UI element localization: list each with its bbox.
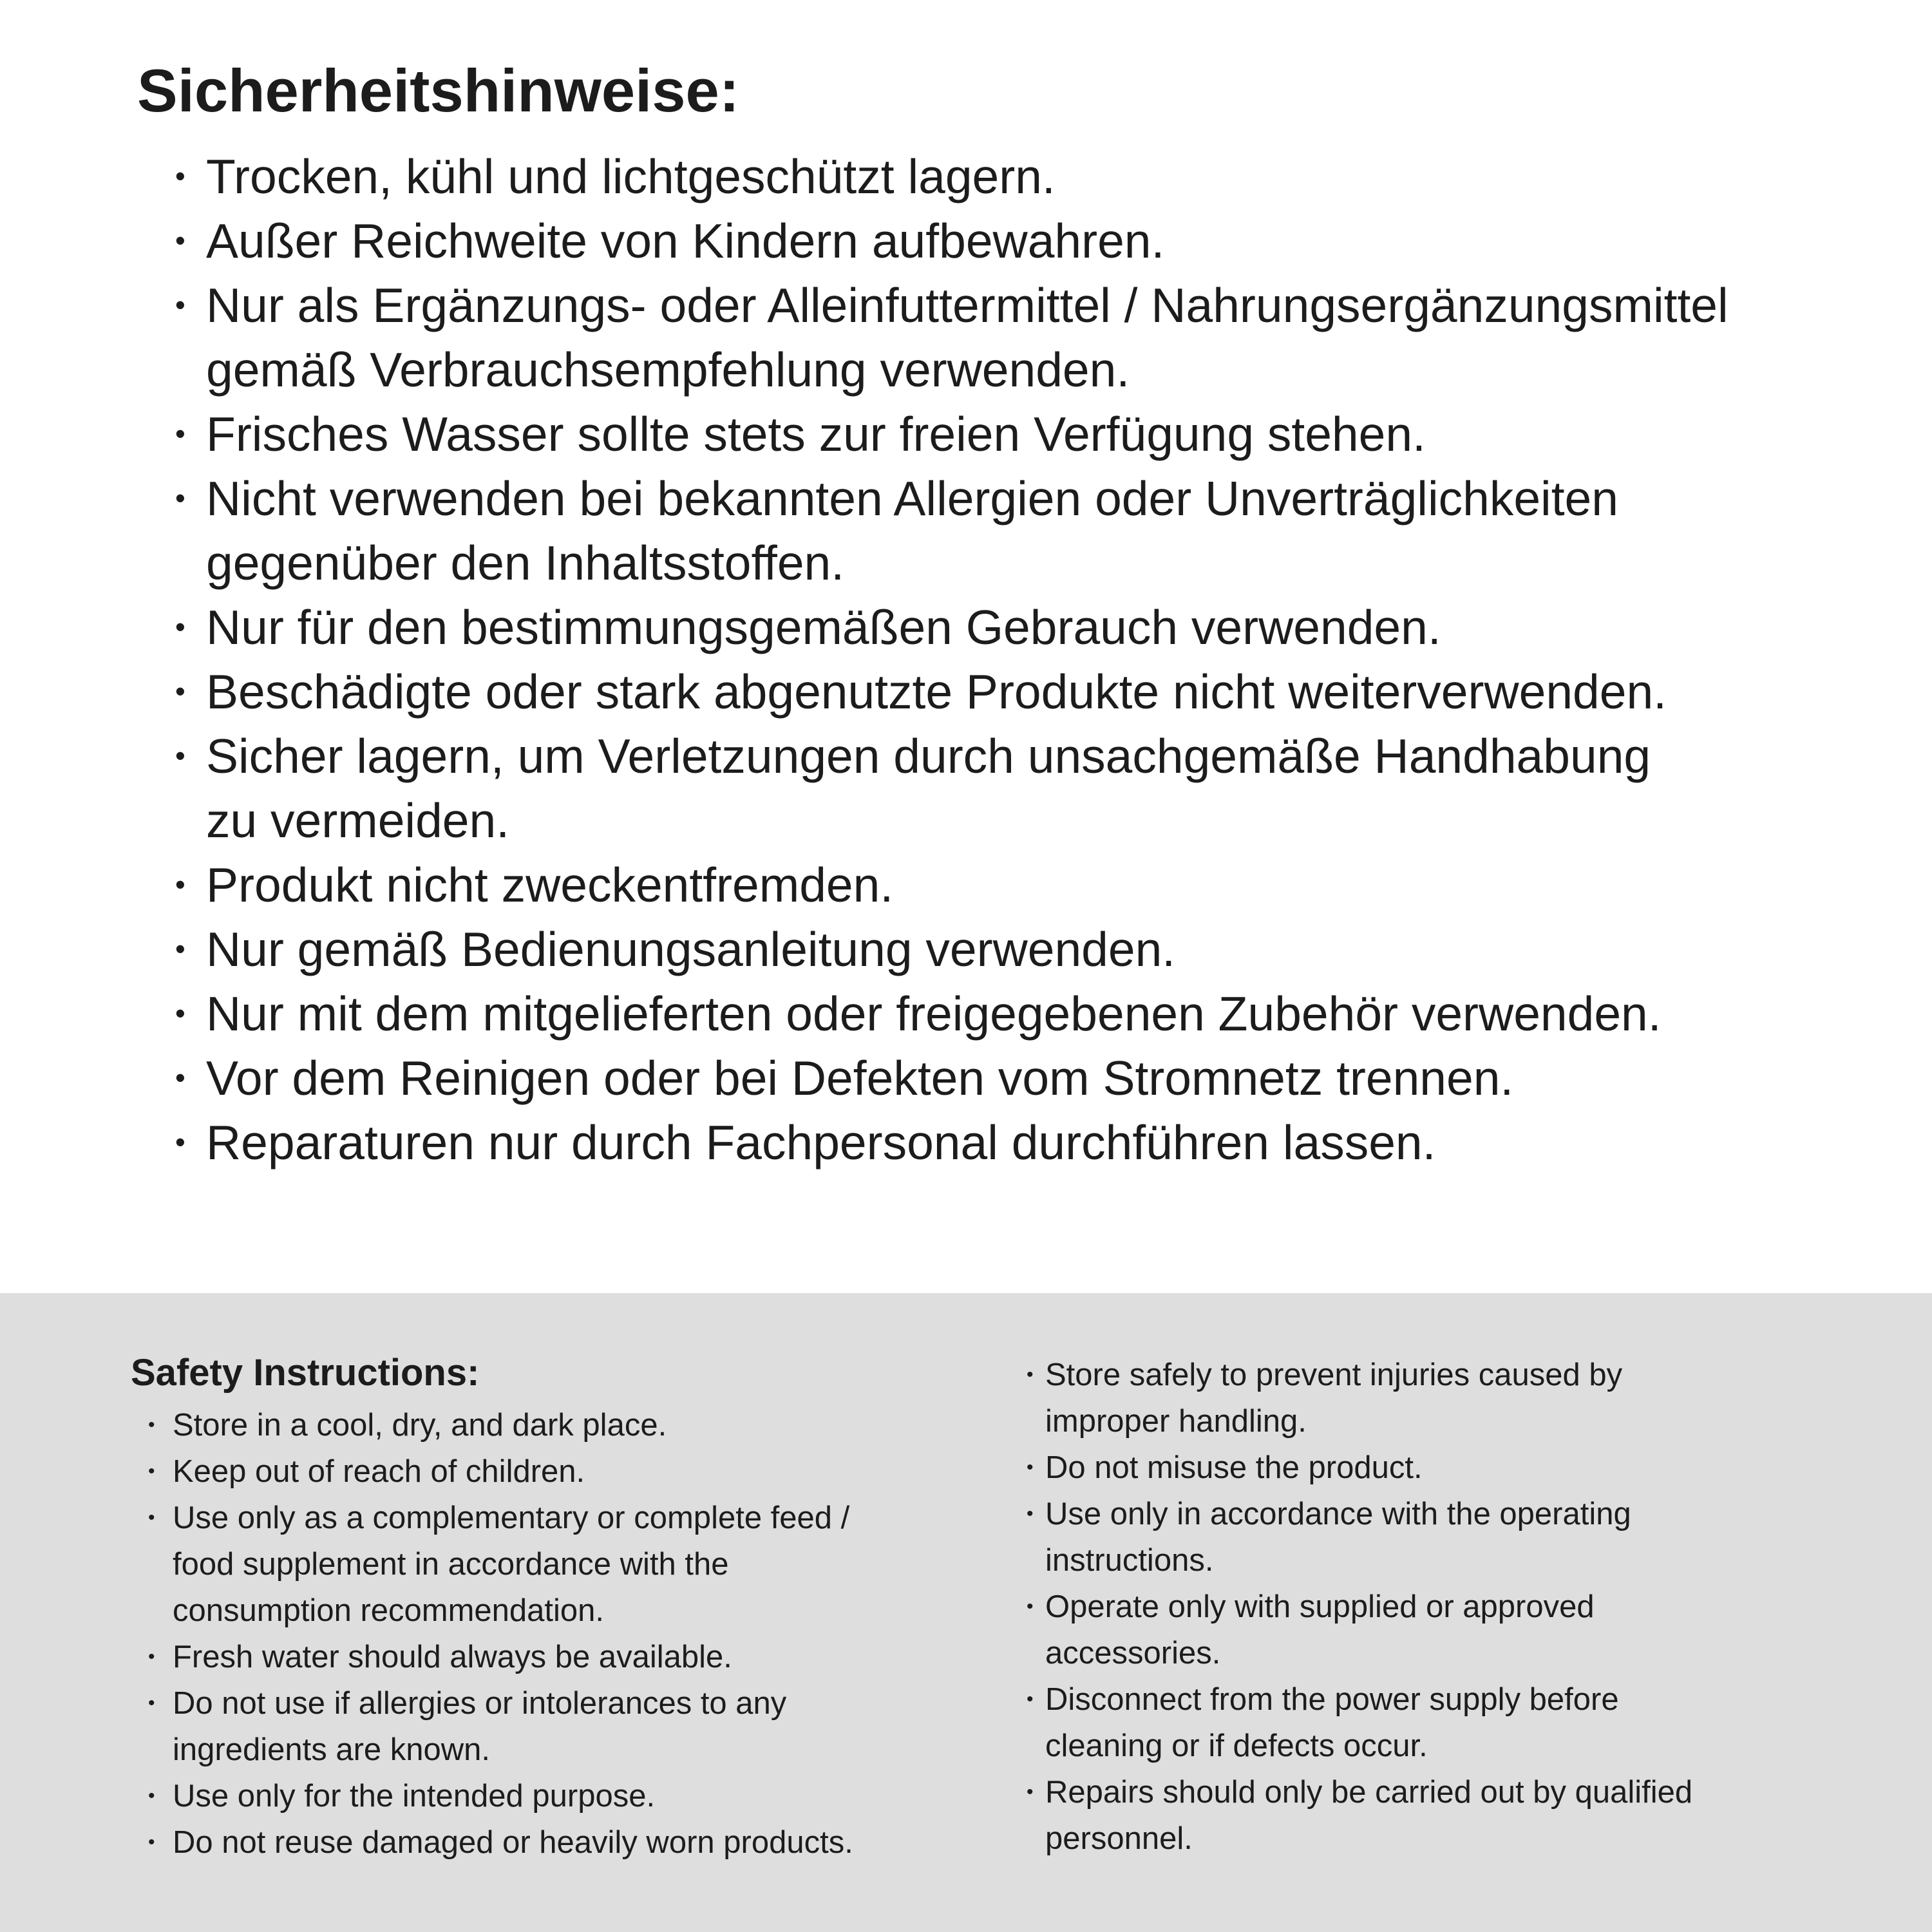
list-item-line: Use only in accordance with the operating	[1045, 1497, 1631, 1531]
german-safety-list	[173, 144, 1728, 1175]
list-item-line: Do not use if allergies or intolerances to any	[173, 1686, 787, 1721]
list-item-line: Nur mit dem mitgelieferten oder freigegebenen Zubehör verwenden.	[206, 987, 1662, 1041]
list-item-line: improper handling.	[1045, 1404, 1307, 1439]
bullet-icon: •	[1027, 1689, 1034, 1710]
list-item	[173, 466, 1728, 595]
list-item	[173, 1110, 1728, 1175]
list-item	[1027, 1676, 1692, 1769]
bullet-icon: •	[175, 997, 185, 1030]
list-item-line: Use only as a complementary or complete feed /	[173, 1501, 850, 1535]
list-item-line: Beschädigte oder stark abgenutzte Produkte nicht weiterverwenden.	[206, 665, 1667, 719]
bullet-icon: •	[175, 482, 185, 515]
list-item-line: Nur gemäß Bedienungsanleitung verwenden.	[206, 922, 1176, 976]
list-item	[173, 853, 1728, 917]
list-item	[173, 981, 1728, 1046]
list-item-line: personnel.	[1045, 1821, 1193, 1856]
list-item-line: food supplement in accordance with the	[173, 1547, 729, 1582]
english-safety-list-right	[1027, 1352, 1692, 1862]
list-item-line: Außer Reichweite von Kindern aufbewahren.	[206, 214, 1165, 268]
bullet-icon: •	[175, 933, 185, 965]
list-item	[148, 1402, 853, 1448]
bullet-icon: •	[1027, 1503, 1034, 1524]
bullet-icon: •	[148, 1414, 155, 1435]
bullet-icon: •	[175, 289, 185, 321]
list-item	[173, 209, 1728, 273]
list-item-line: Produkt nicht zweckentfremden.	[206, 858, 894, 912]
list-item-line: cleaning or if defects occur.	[1045, 1728, 1428, 1763]
list-item	[148, 1634, 853, 1680]
list-item-line: Nicht verwenden bei bekannten Allergien oder Unverträglichkeiten	[206, 471, 1618, 526]
list-item	[173, 1046, 1728, 1110]
list-item	[1027, 1352, 1692, 1444]
list-item-line: Do not misuse the product.	[1045, 1450, 1423, 1485]
bullet-icon: •	[175, 739, 185, 772]
list-item	[1027, 1584, 1692, 1676]
list-item	[148, 1680, 853, 1773]
bullet-icon: •	[175, 1126, 185, 1159]
list-item-line: gemäß Verbrauchsempfehlung verwenden.	[206, 343, 1130, 397]
list-item-line: Trocken, kühl und lichtgeschützt lagern.	[206, 149, 1056, 204]
list-item-line: consumption recommendation.	[173, 1593, 605, 1628]
list-item-line: zu vermeiden.	[206, 793, 510, 848]
german-title: Sicherheitshinweise:	[137, 57, 740, 124]
list-item-line: Do not reuse damaged or heavily worn products.	[173, 1825, 853, 1860]
list-item-line: Store in a cool, dry, and dark place.	[173, 1408, 667, 1443]
bullet-icon: •	[175, 160, 185, 193]
list-item-line: Disconnect from the power supply before	[1045, 1682, 1619, 1717]
list-item	[148, 1495, 853, 1634]
bullet-icon: •	[175, 224, 185, 257]
list-item-line: ingredients are known.	[173, 1732, 491, 1767]
list-item	[173, 917, 1728, 981]
bullet-icon: •	[148, 1785, 155, 1806]
list-item-line: Use only for the intended purpose.	[173, 1779, 656, 1814]
bullet-icon: •	[1027, 1364, 1034, 1385]
list-item-line: Reparaturen nur durch Fachpersonal durchführen lassen.	[206, 1115, 1436, 1170]
list-item	[173, 724, 1728, 853]
list-item	[173, 595, 1728, 659]
list-item-line: Nur als Ergänzungs- oder Alleinfuttermittel / Nahrungsergänzungsmittel	[206, 278, 1728, 332]
english-safety-list-left	[148, 1402, 853, 1866]
list-item-line: Fresh water should always be available.	[173, 1640, 732, 1674]
english-heading: Safety Instructions:	[131, 1352, 480, 1394]
list-item-line: Sicher lagern, um Verletzungen durch unsachgemäße Handhabung	[206, 729, 1651, 783]
list-item	[173, 402, 1728, 466]
list-item-line: Vor dem Reinigen oder bei Defekten vom Stromnetz trennen.	[206, 1051, 1514, 1105]
list-item	[173, 144, 1728, 209]
list-item-line: gegenüber den Inhaltsstoffen.	[206, 536, 845, 590]
list-item-line: Keep out of reach of children.	[173, 1454, 585, 1489]
list-item	[1027, 1491, 1692, 1584]
bullet-icon: •	[1027, 1457, 1034, 1478]
list-item-line: instructions.	[1045, 1543, 1214, 1578]
list-item-line: Store safely to prevent injuries caused by	[1045, 1358, 1623, 1392]
bullet-icon: •	[1027, 1781, 1034, 1803]
bullet-icon: •	[148, 1507, 155, 1528]
list-item	[173, 273, 1728, 402]
list-item	[148, 1819, 853, 1866]
list-item-line: accessories.	[1045, 1636, 1221, 1671]
bullet-icon: •	[175, 1061, 185, 1094]
bullet-icon: •	[148, 1832, 155, 1853]
bullet-icon: •	[148, 1692, 155, 1714]
list-item-line: Operate only with supplied or approved	[1045, 1589, 1595, 1624]
list-item	[1027, 1769, 1692, 1862]
list-item-line: Frisches Wasser sollte stets zur freien Verfügung stehen.	[206, 407, 1426, 461]
bullet-icon: •	[1027, 1596, 1034, 1617]
list-item	[148, 1773, 853, 1819]
list-item-line: Nur für den bestimmungsgemäßen Gebrauch verwenden.	[206, 600, 1441, 654]
english-section	[0, 1293, 1932, 1932]
list-item	[148, 1448, 853, 1495]
list-item	[1027, 1444, 1692, 1491]
bullet-icon: •	[175, 868, 185, 901]
list-item-line: Repairs should only be carried out by qualified	[1045, 1775, 1693, 1810]
bullet-icon: •	[148, 1461, 155, 1482]
bullet-icon: •	[148, 1646, 155, 1667]
bullet-icon: •	[175, 417, 185, 450]
bullet-icon: •	[175, 611, 185, 643]
bullet-icon: •	[175, 675, 185, 708]
list-item	[173, 659, 1728, 724]
